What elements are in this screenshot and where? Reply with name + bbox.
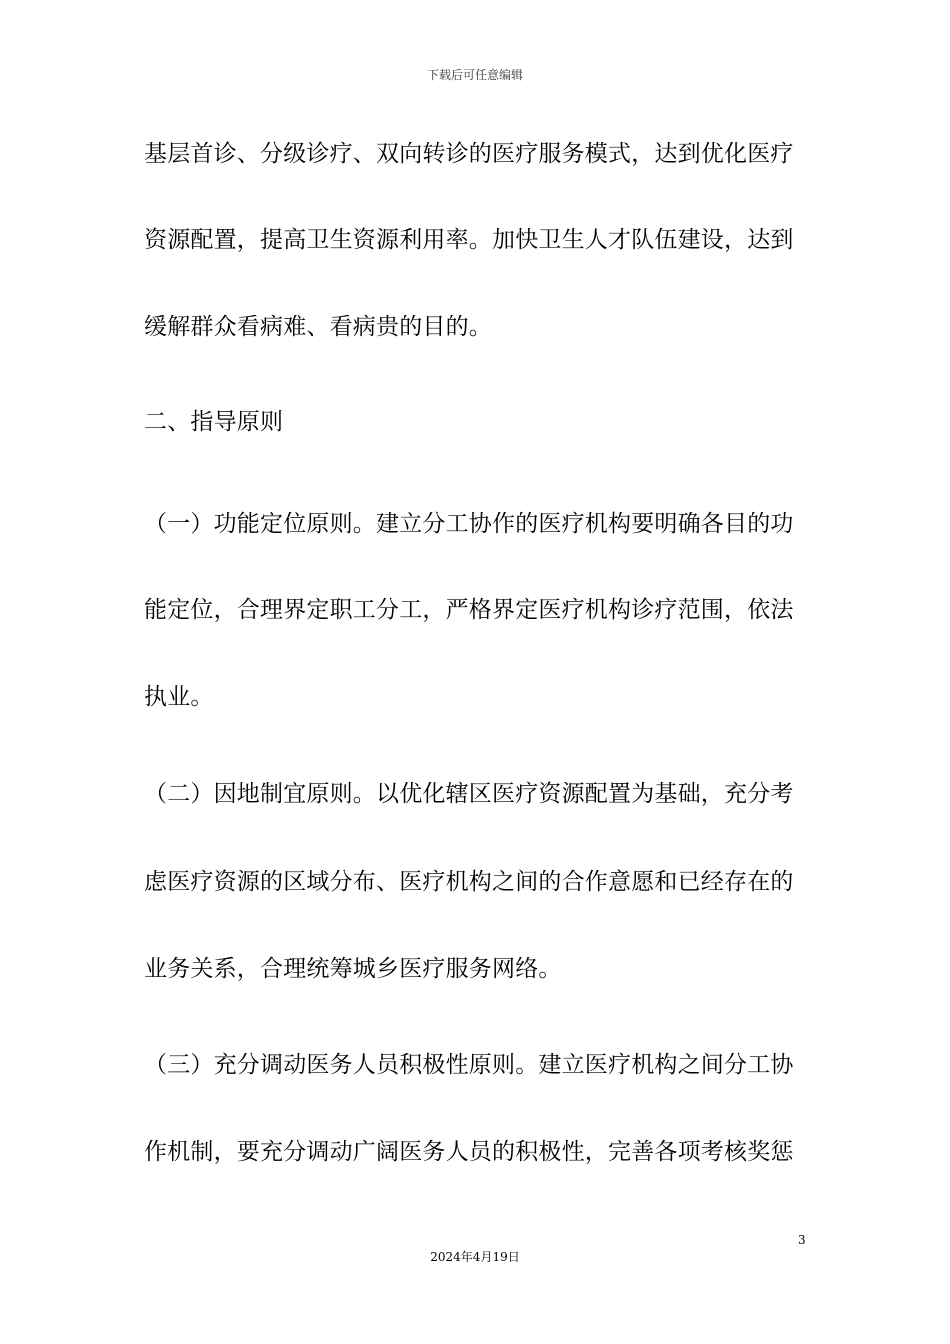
page-number: 3 [798,1233,806,1247]
header-note: 下载后可任意编辑 [426,68,523,82]
text-line: 执业。 [144,684,214,710]
section-heading: 二、指导原则 [144,409,284,435]
text-line: 虑医疗资源的区域分布、医疗机构之间的合作意愿和已经存在的 [144,869,794,895]
text-line: 缓解群众看病难、看病贵的目的。 [144,314,492,340]
text-line: 作机制，要充分调动广阔医务人员的积极性，完善各项考核奖惩 [144,1139,794,1165]
text-line: 能定位，合理界定职工分工，严格界定医疗机构诊疗范围，依法 [144,597,794,623]
text-line: （三）充分调动医务人员积极性原则。建立医疗机构之间分工协 [144,1052,794,1078]
text-line: （一）功能定位原则。建立分工协作的医疗机构要明确各目的功 [144,511,794,537]
footer-date: 2024年4月19日 [430,1250,520,1264]
text-line: （二）因地制宜原则。以优化辖区医疗资源配置为基础，充分考 [144,781,794,807]
text-line: 资源配置，提高卫生资源利用率。加快卫生人才队伍建设，达到 [144,227,794,253]
text-line: 业务关系，合理统筹城乡医疗服务网络。 [144,956,562,982]
text-line: 基层首诊、分级诊疗、双向转诊的医疗服务模式，达到优化医疗 [144,141,794,167]
